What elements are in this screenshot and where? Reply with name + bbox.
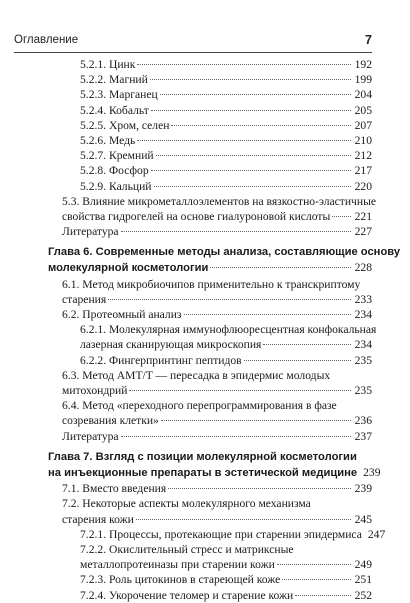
toc-entry-title: созревания клетки» — [62, 414, 159, 428]
toc-entry[interactable] — [14, 194, 377, 224]
dot-leader — [168, 487, 350, 489]
dot-leader — [277, 563, 351, 565]
toc-entry-title: металлопротеиназы при старении кожи — [80, 558, 275, 572]
dot-leader — [129, 389, 350, 391]
toc-entry-title-line: 7.2.2. Окислительный стресс и матриксные — [80, 543, 294, 557]
toc-entry-page-number: 249 — [354, 558, 372, 572]
dot-leader — [108, 298, 350, 300]
toc-entry[interactable] — [14, 57, 372, 72]
toc-entry-page-number: 252 — [354, 588, 372, 602]
header-page-number: 7 — [365, 33, 372, 47]
toc-entry-title: 7.2.4. Укорочение теломер и старение кожи — [80, 588, 294, 602]
toc-entry[interactable] — [14, 496, 372, 526]
toc-entry[interactable] — [14, 179, 372, 194]
dot-leader — [210, 266, 350, 268]
dot-leader — [282, 578, 350, 580]
toc-entry-title-line: 6.4. Метод «переходного перепрограммирования в фазе — [62, 399, 337, 413]
toc-entry[interactable] — [14, 72, 372, 87]
toc-entry-page-number: 204 — [354, 88, 372, 102]
toc-entry-title-line: 6.3. Метод AMT/T — пересадка в эпидермис молодых — [62, 368, 331, 382]
dot-leader — [137, 63, 350, 65]
toc-entry-page-number: 239 — [354, 482, 372, 496]
toc-entry-title: 5.2.2. Магний — [80, 73, 148, 87]
toc-entry-page-number: 217 — [354, 164, 372, 178]
toc-entry-title: 7.2.1. Процессы, протекающие при старении эпидермиса — [80, 527, 362, 541]
toc-entry-title: Литература — [62, 225, 119, 239]
toc-entry-title-line: 6.1. Метод микробиочипов применительно к транскриптому — [62, 277, 361, 291]
toc-entry[interactable] — [14, 133, 372, 148]
toc-entry[interactable] — [14, 103, 372, 118]
toc-entry-title: 5.2.4. Кобальт — [80, 103, 149, 117]
toc-entry-title: митохондрий — [62, 384, 128, 398]
toc-entry-title-line: 7.2. Некоторые аспекты молекулярного механизма — [62, 497, 311, 511]
dot-leader — [121, 230, 351, 232]
toc-entry-page-number: 220 — [354, 179, 372, 193]
toc-entry-title: 7.2.3. Роль цитокинов в стареющей коже — [80, 573, 281, 587]
dot-leader — [161, 419, 351, 421]
toc-entry-title: свойства гидрогелей на основе гиалуроновой кислоты — [62, 209, 331, 223]
toc-entry-title: 5.2.3. Марганец — [80, 88, 158, 102]
toc-entry[interactable] — [14, 527, 386, 542]
dot-leader — [136, 518, 351, 520]
toc-entry[interactable] — [14, 398, 372, 428]
dot-leader — [171, 124, 350, 126]
toc-entry-title: Литература — [62, 429, 119, 443]
toc-chapter-entry[interactable] — [14, 245, 401, 276]
dot-leader — [137, 139, 350, 141]
toc-entry-title: 5.2.8. Фосфор — [80, 164, 149, 178]
toc-entry-page-number: 234 — [354, 338, 372, 352]
toc-entry-page-number: 199 — [354, 73, 372, 87]
toc-entry-page-number: 228 — [354, 261, 372, 275]
toc-entry-page-number: 235 — [354, 384, 372, 398]
toc-entry-page-number: 192 — [354, 58, 372, 71]
toc-entry-title: 5.2.9. Кальций — [80, 179, 152, 193]
toc-entry-title: лазерная сканирующая микроскопия — [80, 338, 262, 352]
toc-entry-title-line: 6.2.1. Молекулярная иммунофлюоресцентная конфокальная — [80, 323, 377, 337]
toc-entry[interactable] — [14, 368, 372, 398]
toc-entry-title: 6.2.2. Фингерпринтинг пептидов — [80, 353, 242, 367]
header-title: Оглавление — [14, 34, 79, 46]
toc-entry[interactable] — [14, 148, 372, 163]
toc-entry-page-number: 205 — [354, 103, 372, 117]
dot-leader — [121, 435, 351, 437]
dot-leader — [332, 215, 350, 217]
dot-leader — [151, 169, 351, 171]
toc-entry-page-number: 207 — [354, 118, 372, 132]
toc-entry-title-line: Глава 6. Современные методы анализа, составляющие основу — [48, 246, 401, 259]
dot-leader — [263, 343, 350, 345]
toc-entry-title: 5.2.7. Кремний — [80, 149, 154, 163]
running-header — [14, 34, 372, 50]
toc-entry-title: 5.2.6. Медь — [80, 133, 136, 147]
dot-leader — [151, 109, 351, 111]
dot-leader — [156, 154, 351, 156]
toc-entry-page-number: 239 — [363, 466, 381, 480]
toc-entry-page-number: 235 — [354, 353, 372, 367]
toc-entry-title-line: Глава 7. Взгляд с позиции молекулярной косметологии — [48, 450, 357, 463]
toc-entry[interactable] — [14, 572, 372, 587]
toc-entry-title: 5.2.5. Хром, селен — [80, 118, 170, 132]
toc-entry[interactable] — [14, 481, 372, 496]
toc-entry[interactable] — [14, 322, 377, 352]
table-of-contents — [14, 57, 401, 603]
toc-entry-title: 5.2.1. Цинк — [80, 58, 136, 71]
toc-entry-page-number: 251 — [354, 573, 372, 587]
toc-entry-page-number: 221 — [354, 209, 372, 223]
toc-entry[interactable] — [14, 429, 372, 444]
dot-leader — [160, 93, 351, 95]
toc-entry[interactable] — [14, 277, 372, 307]
toc-entry-page-number: 233 — [354, 292, 372, 306]
dot-leader — [184, 313, 351, 315]
toc-entry[interactable] — [14, 118, 372, 133]
header-rule — [14, 52, 372, 53]
toc-entry[interactable] — [14, 542, 372, 572]
toc-entry-page-number: 245 — [354, 512, 372, 526]
toc-entry-title: 7.1. Вместо введения — [62, 482, 167, 496]
toc-entry-page-number: 210 — [354, 133, 372, 147]
dot-leader — [154, 185, 351, 187]
dot-leader — [295, 594, 350, 596]
toc-entry[interactable] — [14, 353, 372, 368]
toc-entry-page-number: 247 — [367, 527, 386, 541]
toc-entry[interactable] — [14, 87, 372, 102]
dot-leader — [150, 78, 351, 80]
toc-entry[interactable] — [14, 163, 372, 178]
toc-entry-page-number: 234 — [354, 308, 372, 322]
toc-entry-title: молекулярной косметологии — [48, 262, 209, 275]
dot-leader — [244, 359, 351, 361]
toc-entry-title: на инъекционные препараты в эстетической медицине — [48, 467, 358, 480]
toc-entry-page-number: 227 — [354, 225, 372, 239]
toc-entry-title-line: 5.3. Влияние микрометаллоэлементов на вязкостно-эластичные — [62, 194, 377, 208]
toc-entry[interactable] — [14, 224, 372, 239]
toc-entry-page-number: 237 — [354, 429, 372, 443]
toc-entry-title: 6.2. Протеомный анализ — [62, 308, 182, 322]
toc-entry-page-number: 236 — [354, 414, 372, 428]
toc-chapter-entry[interactable] — [14, 450, 381, 481]
toc-entry-title: старения кожи — [62, 512, 134, 526]
toc-entry[interactable] — [14, 588, 372, 603]
toc-entry-title: старения — [62, 292, 107, 306]
toc-entry[interactable] — [14, 307, 372, 322]
toc-entry-page-number: 212 — [354, 149, 372, 163]
